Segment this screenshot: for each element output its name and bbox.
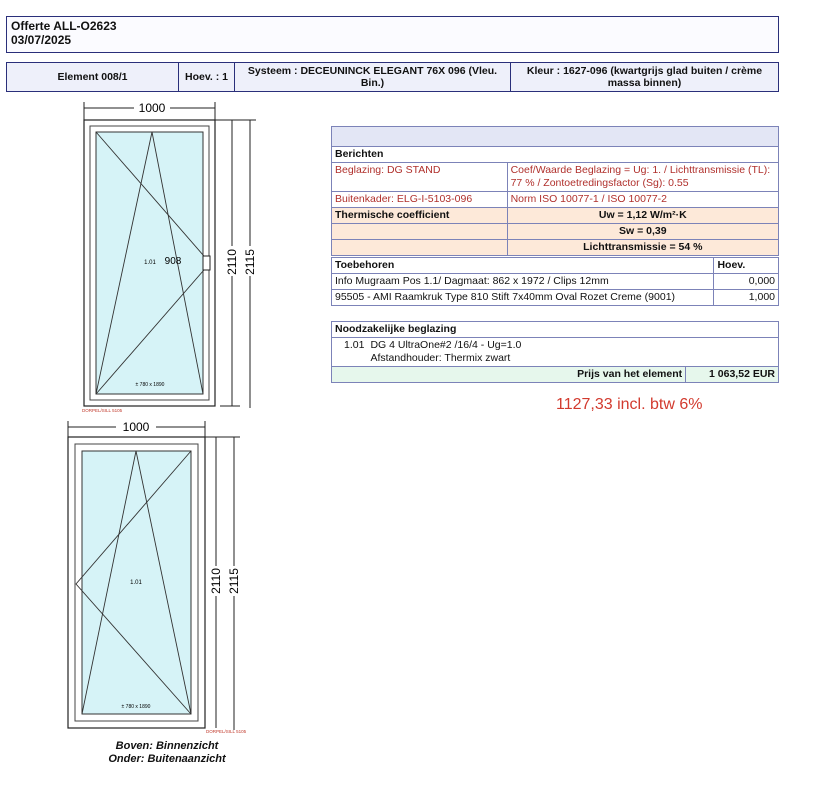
width-dimension: 1000 [138,101,166,115]
height-dimension-1: 2110 [225,249,239,275]
accessory-desc: 95505 - AMI Raamkruk Type 810 Stift 7x40mm Oval Rozet Creme (9001) [332,290,714,306]
element-id: Element 008/1 [7,63,179,91]
caption-bottom: Onder: Buitenaanzicht [108,753,226,765]
drawing-caption [92,740,242,766]
glazing-line1: DG 4 UltraOne#2 /16/4 - Ug=1.0 [370,339,522,351]
height-dimension-2: 2115 [227,568,241,594]
element-color: Kleur : 1627-096 (kwartgrijs glad buiten / crème massa binnen) [526,65,763,89]
document-header [6,16,779,53]
glass-size: ± 780 x 1890 [135,382,165,388]
messages-title-bar [332,127,779,147]
accessories-heading: Toebehoren [332,258,714,274]
window-drawing-exterior [50,420,280,740]
height-dimension-2: 2115 [243,249,257,275]
accessories-qty-heading: Hoev. [714,258,779,274]
handle-icon [203,256,210,270]
offer-date: 03/07/2025 [11,33,72,47]
messages-table [331,126,779,256]
price-incl-vat: 1127,33 incl. btw 6% [556,396,703,413]
glazing-position: 1.01 [332,338,368,367]
glazing-table [331,321,779,383]
sill-profile: DORPEL/SILL 5105 [206,729,247,734]
element-quantity: Hoev. : 1 [179,63,235,91]
sill-profile: DORPEL/SILL 5105 [82,408,123,413]
price-label: Prijs van het element [332,367,686,383]
glazing-value: Coef/Waarde Beglazing = Ug: 1. / Lichttransmissie (TL): 77 % / Zontoetredingsfactor (Sg): 0.55 [507,163,778,192]
price-value: 1 063,52 EUR [686,367,779,383]
glazing-description [367,338,778,367]
element-info-row [6,62,779,92]
accessory-desc: Info Mugraam Pos 1.1/ Dagmaat: 862 x 1972 / Clips 12mm [332,274,714,290]
width-dimension: 1000 [122,420,150,434]
offer-title: Offerte ALL-O2623 [11,19,117,33]
lt-value: Lichttransmissie = 54 % [507,240,778,256]
uw-value: Uw = 1,12 W/m²·K [507,208,778,224]
window-drawing-interior [60,96,290,422]
handle-height: 908 [164,256,182,267]
glazing-label: Beglazing: DG STAND [332,163,508,192]
element-system: Systeem : DECEUNINCK ELEGANT 76X 096 (Vleu. Bin.) [235,63,511,91]
accessory-qty: 0,000 [714,274,779,290]
frame-label: Buitenkader: ELG-I-5103-096 [332,192,508,208]
accessory-qty: 1,000 [714,290,779,306]
caption-top: Boven: Binnenzicht [115,740,219,752]
sw-value: Sw = 0,39 [507,224,778,240]
glass-size: ± 780 x 1890 [121,704,151,710]
pane-position: 1.01 [130,580,142,586]
thermal-label: Thermische coefficient [332,208,508,224]
frame-value: Norm ISO 10077-1 / ISO 10077-2 [507,192,778,208]
glazing-heading: Noodzakelijke beglazing [332,322,779,338]
pane-position: 1.01 [144,260,156,266]
accessories-table [331,257,779,306]
messages-heading: Berichten [332,147,779,163]
glazing-line2: Afstandhouder: Thermix zwart [370,352,511,364]
height-dimension-1: 2110 [209,568,223,594]
